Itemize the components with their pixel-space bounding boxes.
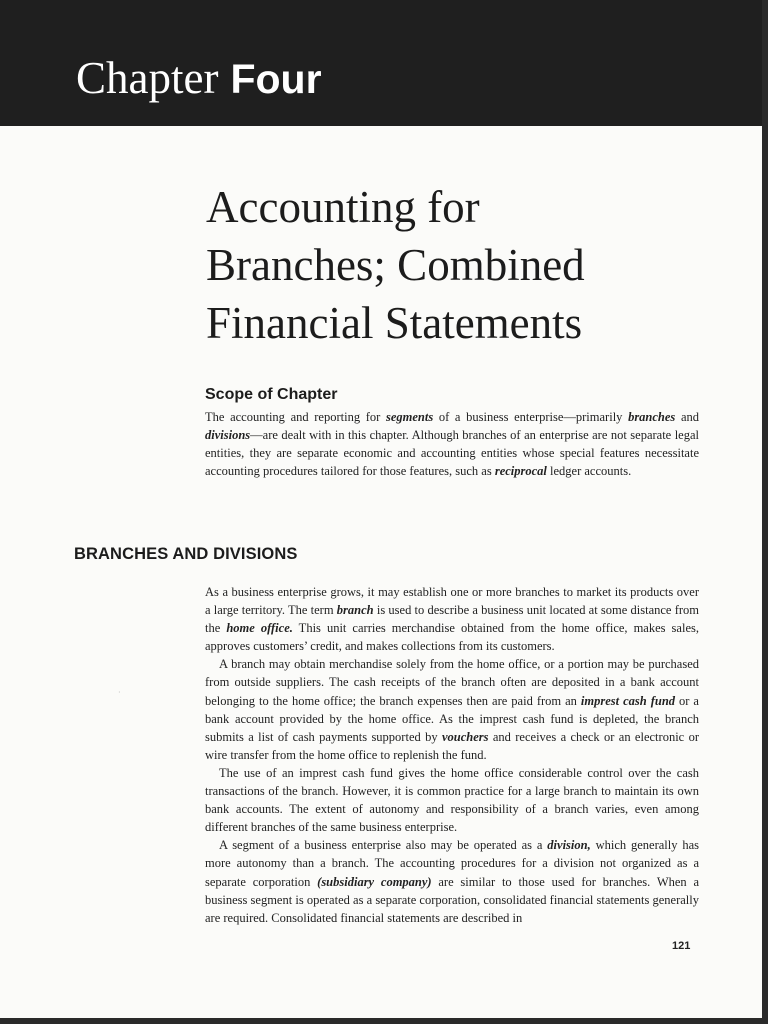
emphasis-term: (subsidiary company) <box>317 874 432 889</box>
text-run: and <box>675 410 699 424</box>
text-run: which generally has more autonomy than a branch. The accounting procedures for a division not organized as a separate corporation <box>205 838 699 889</box>
chapter-number: Four <box>230 56 322 102</box>
emphasis-term: segments <box>385 410 434 424</box>
chapter-title-line-2: Branches; Combined <box>206 240 585 290</box>
body-paragraph-4 <box>205 836 699 926</box>
chapter-header-band <box>0 0 762 126</box>
text-run: As a business enterprise grows, it may establish one or more branches to market its products over a large territory. The term <box>205 585 699 618</box>
emphasis-term: imprest cash fund <box>580 693 676 708</box>
emphasis-term: reciprocal <box>494 464 547 479</box>
emphasis-term: divisions <box>205 428 251 443</box>
emphasis-term: home office. <box>226 621 293 636</box>
scope-paragraph <box>205 408 699 480</box>
scan-edge-right <box>762 0 768 1024</box>
body-paragraph-1 <box>205 583 699 655</box>
text-run: The accounting and reporting for <box>205 410 386 424</box>
text-run: A segment of a business enterprise also may be operated as a <box>219 838 548 853</box>
emphasis-term: division, <box>547 838 591 853</box>
section-heading: BRANCHES AND DIVISIONS <box>74 545 298 563</box>
chapter-title-line-3: Financial Statements <box>206 298 583 348</box>
scan-speck: · <box>118 688 121 697</box>
chapter-title-line-1: Accounting for <box>206 182 480 232</box>
text-run: This unit carries merchandise obtained from the home office, makes sales, approves customers’ credit, and makes collections from its customers. <box>205 621 699 654</box>
text-run: of a business enterprise—primarily <box>433 410 629 424</box>
scope-heading: Scope of Chapter <box>205 386 338 403</box>
scan-edge-bottom <box>0 1018 768 1024</box>
text-run: —are dealt with in this chapter. Although branches of an enterprise are not separate legal entities, they are separate economic and accounting entities whose special features necessitate accounting procedures tailored for those features, such as <box>205 428 699 479</box>
emphasis-term: branch <box>336 603 374 618</box>
emphasis-term: vouchers <box>441 729 489 744</box>
text-run: and receives a check or an electronic or wire transfer from the home office to replenish the fund. <box>205 729 699 762</box>
text-run: ledger accounts. <box>546 464 632 479</box>
emphasis-term: branches <box>628 410 676 424</box>
chapter-label <box>76 52 322 105</box>
text-run: or a bank account provided by the home office. As the imprest cash fund is depleted, the branch submits a list of cash payments supported by <box>205 693 699 744</box>
body-paragraph-3: The use of an imprest cash fund gives the home office considerable control over the cash transactions of the branch. However, it is common practice for a large branch to maintain its own bank accounts. The extent of autonomy and responsibility of a branch varies, even among different branches of the same business enterprise. <box>205 765 699 835</box>
chapter-title <box>206 178 585 352</box>
page-number: 121 <box>672 940 691 952</box>
text-run: are similar to those used for branches. When a business segment is operated as a separate corporation, consolidated financial statements generally are required. Consolidated financial statements are described in <box>205 874 700 925</box>
body-paragraph-2 <box>205 655 699 764</box>
text-run: A branch may obtain merchandise solely from the home office, or a portion may be purchased from outside suppliers. The cash receipts of the branch often are deposited in a bank account belonging to the home office; the branch expenses then are paid from an <box>205 657 699 708</box>
section-body <box>205 583 699 927</box>
chapter-word: Chapter <box>76 53 219 103</box>
text-run: is used to describe a business unit located at some distance from the <box>205 603 699 636</box>
